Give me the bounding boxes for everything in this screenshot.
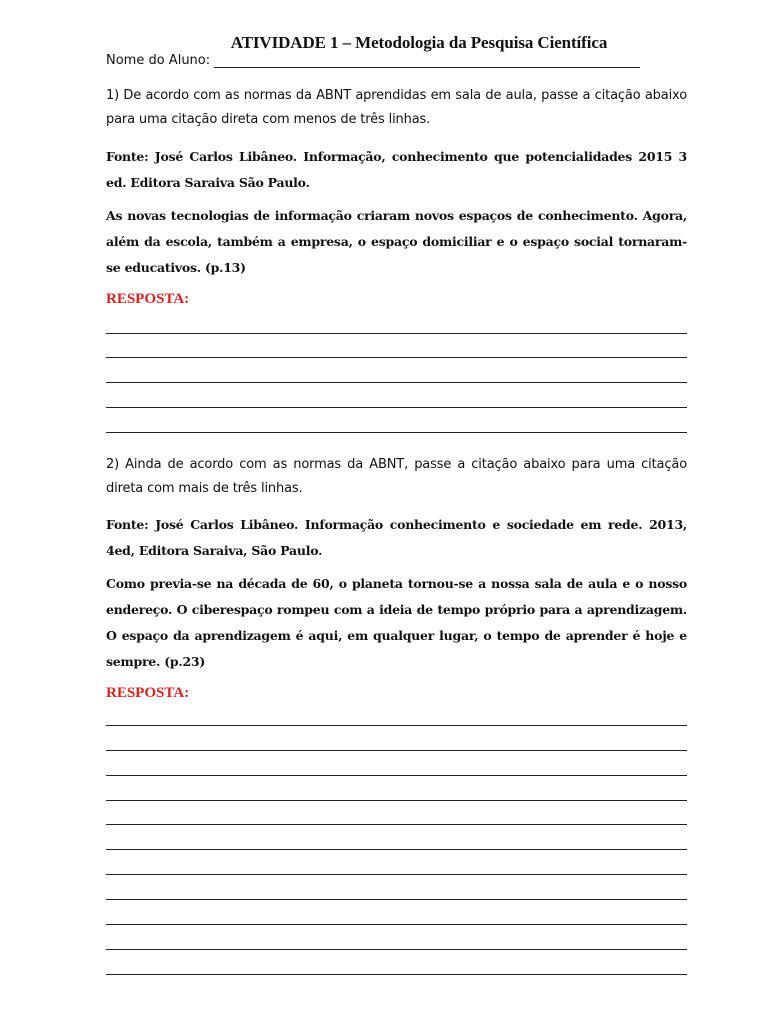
- question-2-answer-line[interactable]: [106, 800, 687, 801]
- question-1-answer-line[interactable]: [106, 333, 687, 334]
- question-2-statement: 2) Ainda de acordo com as normas da ABNT, passe a citação abaixo para uma citação direta com mais de três linhas.: [106, 457, 687, 496]
- question-2-answer-line[interactable]: [106, 750, 687, 751]
- question-2-quote: Como previa-se na década de 60, o planeta tornou-se a nossa sala de aula e o nosso endereço. O ciberespaço rompeu com a ideia de tempo próprio para a aprendizagem. O espaço da aprendizagem é aqui, em qualquer lugar, o tempo de aprender é hoje e sempre. (p.23): [106, 576, 687, 669]
- question-2-answer-line[interactable]: [106, 849, 687, 850]
- question-2-answer-label: RESPOSTA:: [106, 685, 190, 701]
- question-1-answer-line[interactable]: [106, 432, 687, 433]
- question-1-source: Fonte: José Carlos Libâneo. Informação, conhecimento que potencialidades 2015 3 ed. Editora Saraiva São Paulo.: [106, 149, 687, 190]
- question-2-answer-line[interactable]: [106, 824, 687, 825]
- student-name-label: Nome do Aluno:: [106, 53, 211, 68]
- question-2-answer-line[interactable]: [106, 974, 687, 975]
- question-2-answer-line[interactable]: [106, 874, 687, 875]
- question-1-answer-line[interactable]: [106, 407, 687, 408]
- page-title: ATIVIDADE 1 – Metodologia da Pesquisa Científica: [230, 33, 608, 52]
- question-2-answer-line[interactable]: [106, 899, 687, 900]
- question-2-answer-line[interactable]: [106, 924, 687, 925]
- question-2-answer-line[interactable]: [106, 949, 687, 950]
- question-2-source: Fonte: José Carlos Libâneo. Informação conhecimento e sociedade em rede. 2013, 4ed, Editora Saraiva, São Paulo.: [106, 517, 687, 558]
- question-1-answer-label: RESPOSTA:: [106, 291, 190, 307]
- question-1-answer-line[interactable]: [106, 382, 687, 383]
- student-name-row: [106, 53, 646, 71]
- student-name-field[interactable]: [214, 67, 640, 68]
- question-2-answer-line[interactable]: [106, 775, 687, 776]
- question-1-quote: As novas tecnologias de informação criaram novos espaços de conhecimento. Agora, além da escola, também a empresa, o espaço domiciliar e o espaço social tornaram- se educativos. (p.13): [106, 208, 687, 275]
- question-1-statement: 1) De acordo com as normas da ABNT aprendidas em sala de aula, passe a citação abaixo para uma citação direta com menos de três linhas.: [106, 88, 687, 127]
- question-1-answer-line[interactable]: [106, 357, 687, 358]
- question-2-answer-line[interactable]: [106, 725, 687, 726]
